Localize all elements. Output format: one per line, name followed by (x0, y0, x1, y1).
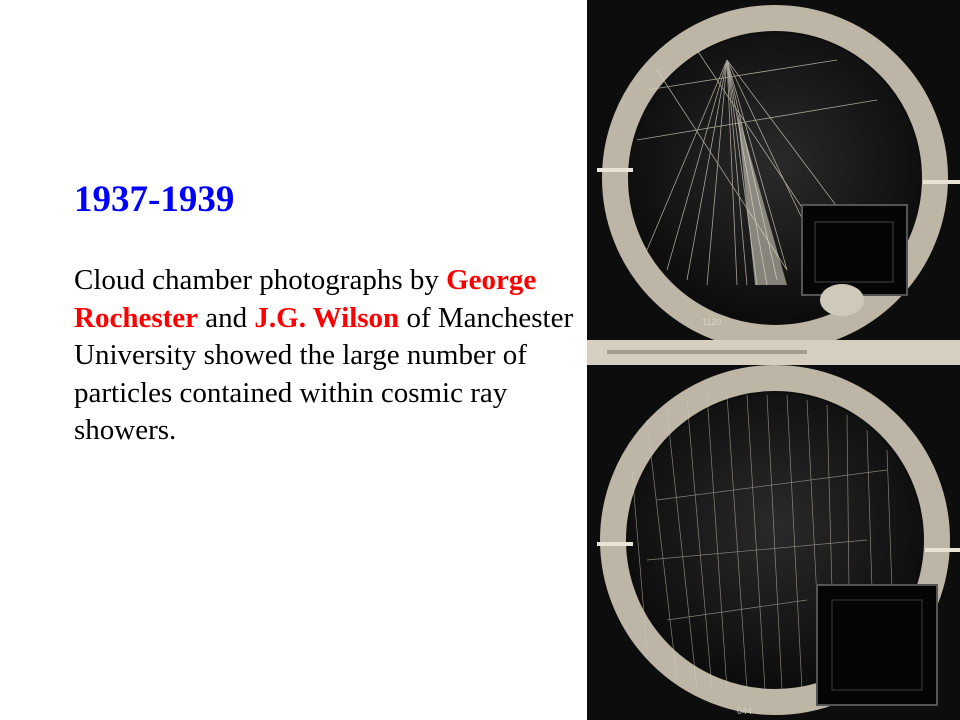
description-text-1: Cloud chamber photographs by (74, 264, 439, 296)
top-chamber-photo (597, 18, 960, 338)
slide-year-heading: 1937-1939 (74, 179, 235, 220)
description-text-3: of Manchester University showed the large number of particles contained within cosmic ray showers. (74, 301, 574, 446)
scientist-name-wilson: J.G. Wilson (254, 301, 400, 334)
description-text-2: and (205, 301, 248, 334)
bottom-photo-caption: 044 (737, 706, 753, 716)
scientist-name-rochester: George Rochester (74, 264, 537, 334)
top-photo-caption: 1120 (702, 317, 722, 327)
slide-text-block (74, 178, 574, 450)
cloud-chamber-photographs (587, 0, 960, 720)
slide-description (74, 262, 574, 450)
cloud-chamber-image (587, 0, 960, 720)
